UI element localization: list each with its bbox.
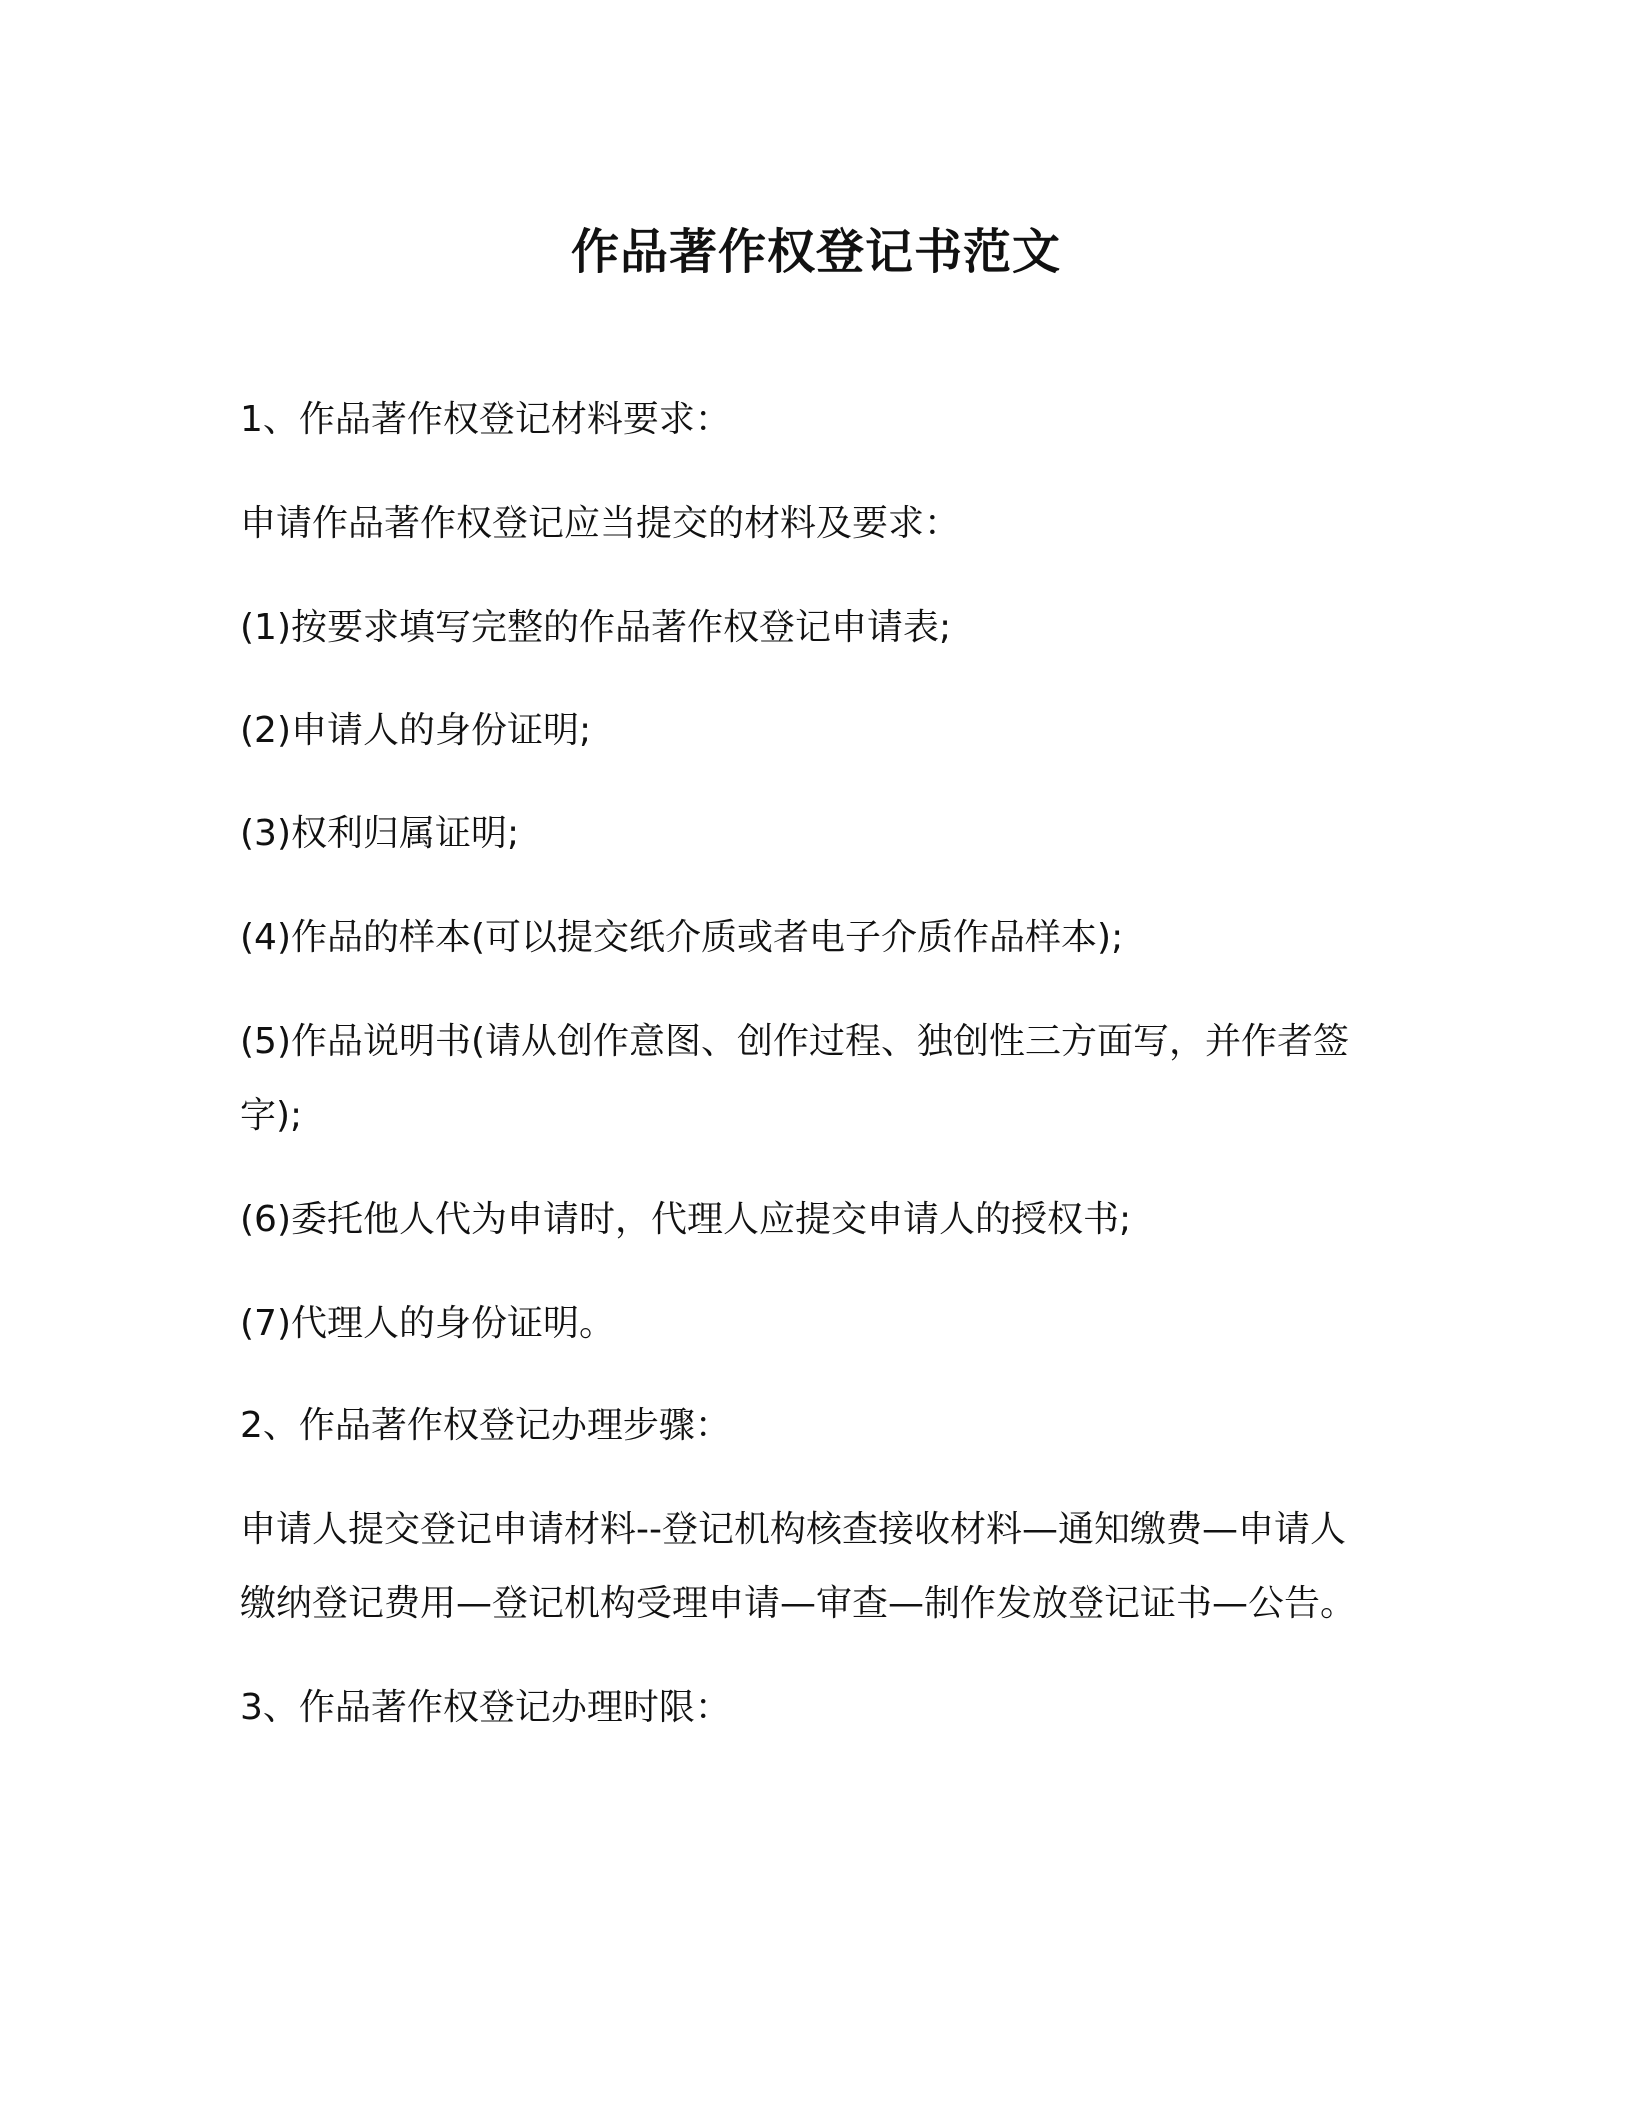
section-heading-2: 2、作品著作权登记办理步骤： — [240, 1405, 731, 1446]
paragraph-line: 申请人提交登记申请材料--登记机构核查接收材料—通知缴费—申请人 — [240, 1509, 1346, 1550]
list-item-1: (1)按要求填写完整的作品著作权登记申请表; — [240, 607, 952, 648]
paragraph-line: 申请作品著作权登记应当提交的材料及要求： — [240, 503, 961, 544]
list-item-5: (5)作品说明书(请从创作意图、创作过程、独创性三方面写，并作者签 — [240, 1021, 1350, 1062]
list-item-4: (4)作品的样本(可以提交纸介质或者电子介质作品样本); — [240, 917, 1124, 958]
list-item-7: (7)代理人的身份证明。 — [240, 1303, 615, 1344]
list-item-2: (2)申请人的身份证明; — [240, 710, 592, 751]
list-item-3: (3)权利归属证明; — [240, 813, 520, 854]
document-title: 作品著作权登记书范文 — [570, 224, 1061, 280]
paragraph-line: 缴纳登记费用—登记机构受理申请—审查—制作发放登记证书—公告。 — [240, 1583, 1357, 1624]
section-heading-1: 1、作品著作权登记材料要求： — [240, 399, 731, 440]
list-item-5-continuation: 字); — [240, 1095, 303, 1136]
list-item-6: (6)委托他人代为申请时，代理人应提交申请人的授权书; — [240, 1199, 1132, 1240]
section-heading-3: 3、作品著作权登记办理时限： — [240, 1687, 731, 1728]
